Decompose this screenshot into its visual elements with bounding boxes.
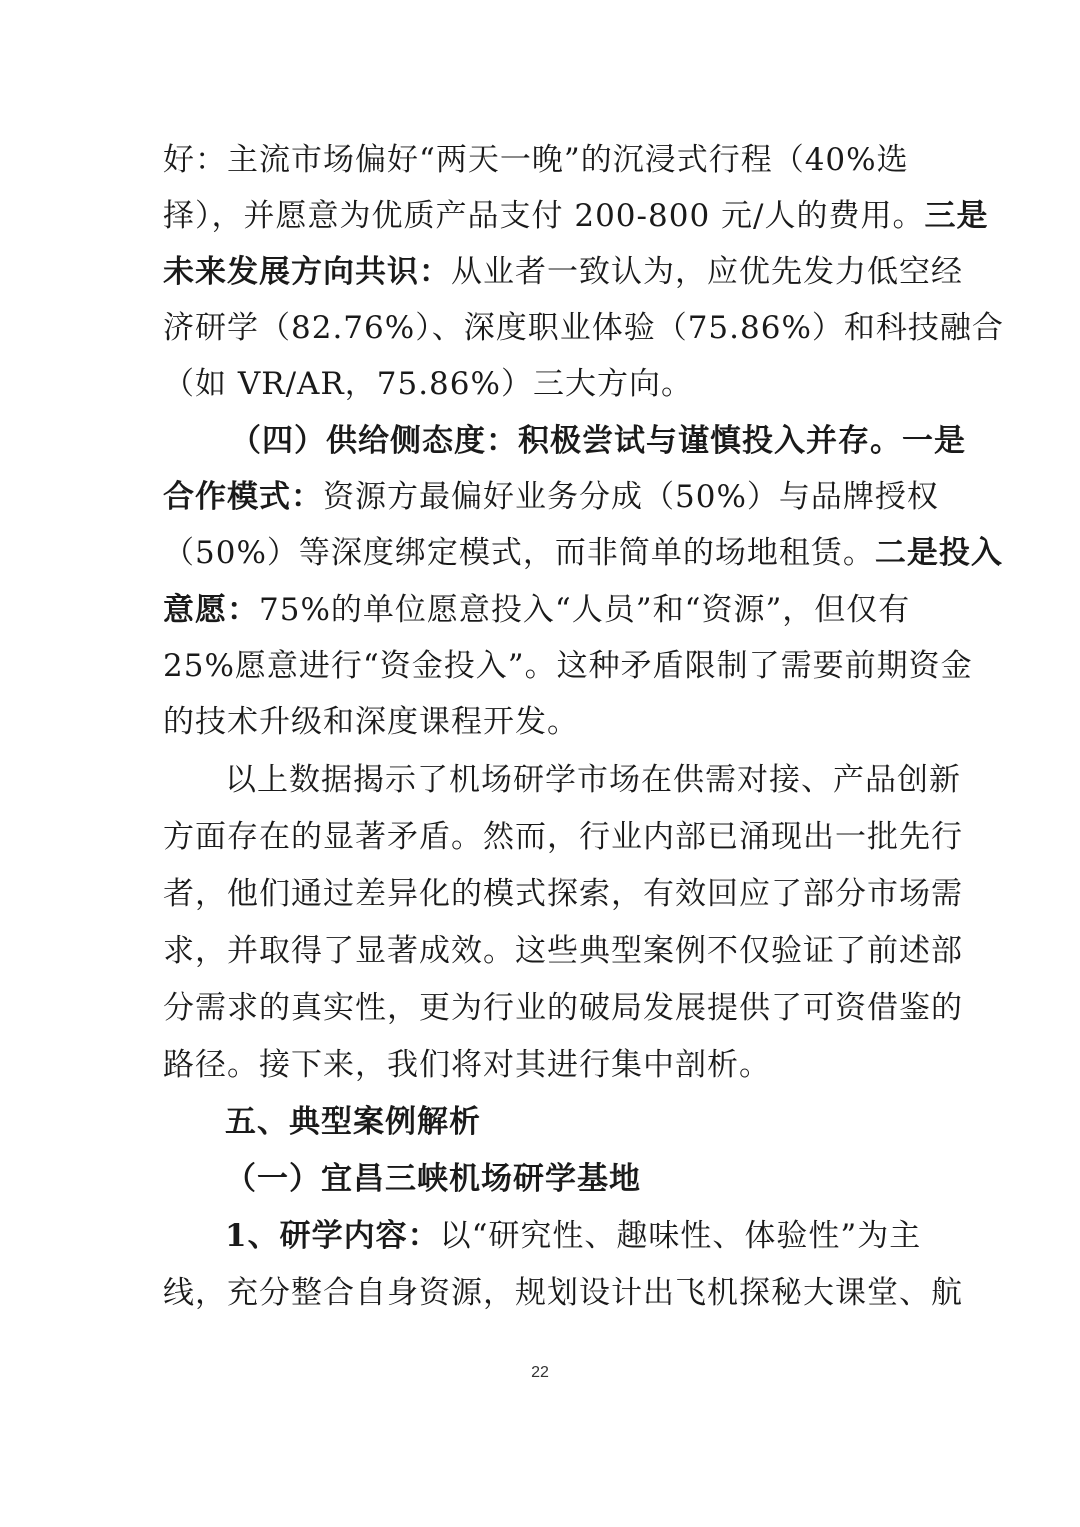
page-number: 22 [531,1364,549,1381]
text-run: 的技术升级和深度课程开发。 [163,704,579,740]
heading-text: （四）供给侧态度：积极尝试与谨慎投入并存。一是 [230,423,966,459]
bold-lead: 1、研学内容： [225,1218,440,1254]
text-line [163,637,973,695]
text-line [163,979,963,1037]
text-line [163,131,923,189]
text-run: 以“研究性、趣味性、体验性”为主 [439,1218,922,1254]
text-line [163,693,923,751]
bold-lead: 二是 [874,535,939,571]
heading-text: （一）宜昌三峡机场研学基地 [225,1161,641,1197]
text-run: 从业者一致认为，应优先发力低空经 [451,254,963,290]
text-run: 好：主流市场偏好“两天一晚”的沉浸式行程（40%选 [163,142,909,178]
text-line [163,468,939,526]
text-run: 路径。接下来，我们将对其进行集中剖析。 [163,1047,771,1083]
bold-lead: 合作模式： [163,479,323,515]
text-line [163,922,963,980]
text-line [163,524,1003,582]
text-run: 75%的单位愿意投入“人员”和“资源”，但仅有 [259,592,911,628]
text-line [163,1264,963,1322]
subsection-heading [225,1150,925,1208]
text-line [163,243,963,301]
text-run: 者，他们通过差异化的模式探索，有效回应了部分市场需 [163,876,963,912]
text-run: 求，并取得了显著成效。这些典型案例不仅验证了前述部 [163,933,963,969]
bold-lead: 意愿： [163,592,259,628]
text-run: 分需求的真实性，更为行业的破局发展提供了可资借鉴的 [163,990,963,1026]
text-line [163,355,923,413]
text-run: 资源方最偏好业务分成（50%）与品牌授权 [323,479,939,515]
text-line [163,808,963,866]
text-run: 线，充分整合自身资源，规划设计出飞机探秘大课堂、航 [163,1275,963,1311]
section-heading [230,412,966,470]
text-line [163,299,1004,357]
heading-text: 五、典型案例解析 [225,1104,481,1140]
text-line [163,187,989,245]
chapter-heading [225,1093,925,1151]
text-run: （如 VR/AR，75.86%）三大方向。 [163,366,693,402]
paragraph-first-line [225,751,961,809]
text-run: 济研学（82.76%）、深度职业体验（75.86%）和科技融合 [163,310,1004,346]
text-line [163,581,923,639]
text-run: 方面存在的显著矛盾。然而，行业内部已涌现出一批先行 [163,819,963,855]
bold-lead: 投入 [938,535,1003,571]
text-line [163,865,963,923]
bold-lead: 未来发展方向共识： [163,254,451,290]
text-run: 25%愿意进行“资金投入”。这种矛盾限制了需要前期资金 [163,648,973,684]
text-line [163,1036,923,1094]
text-run: 以上数据揭示了机场研学市场在供需对接、产品创新 [225,762,961,798]
text-run: （50%）等深度绑定模式，而非简单的场地租赁。 [163,535,875,571]
text-run: 择），并愿意为优质产品支付 200-800 元/人的费用。 [163,198,925,234]
text-line [225,1207,925,1265]
bold-lead: 三是 [924,198,989,234]
